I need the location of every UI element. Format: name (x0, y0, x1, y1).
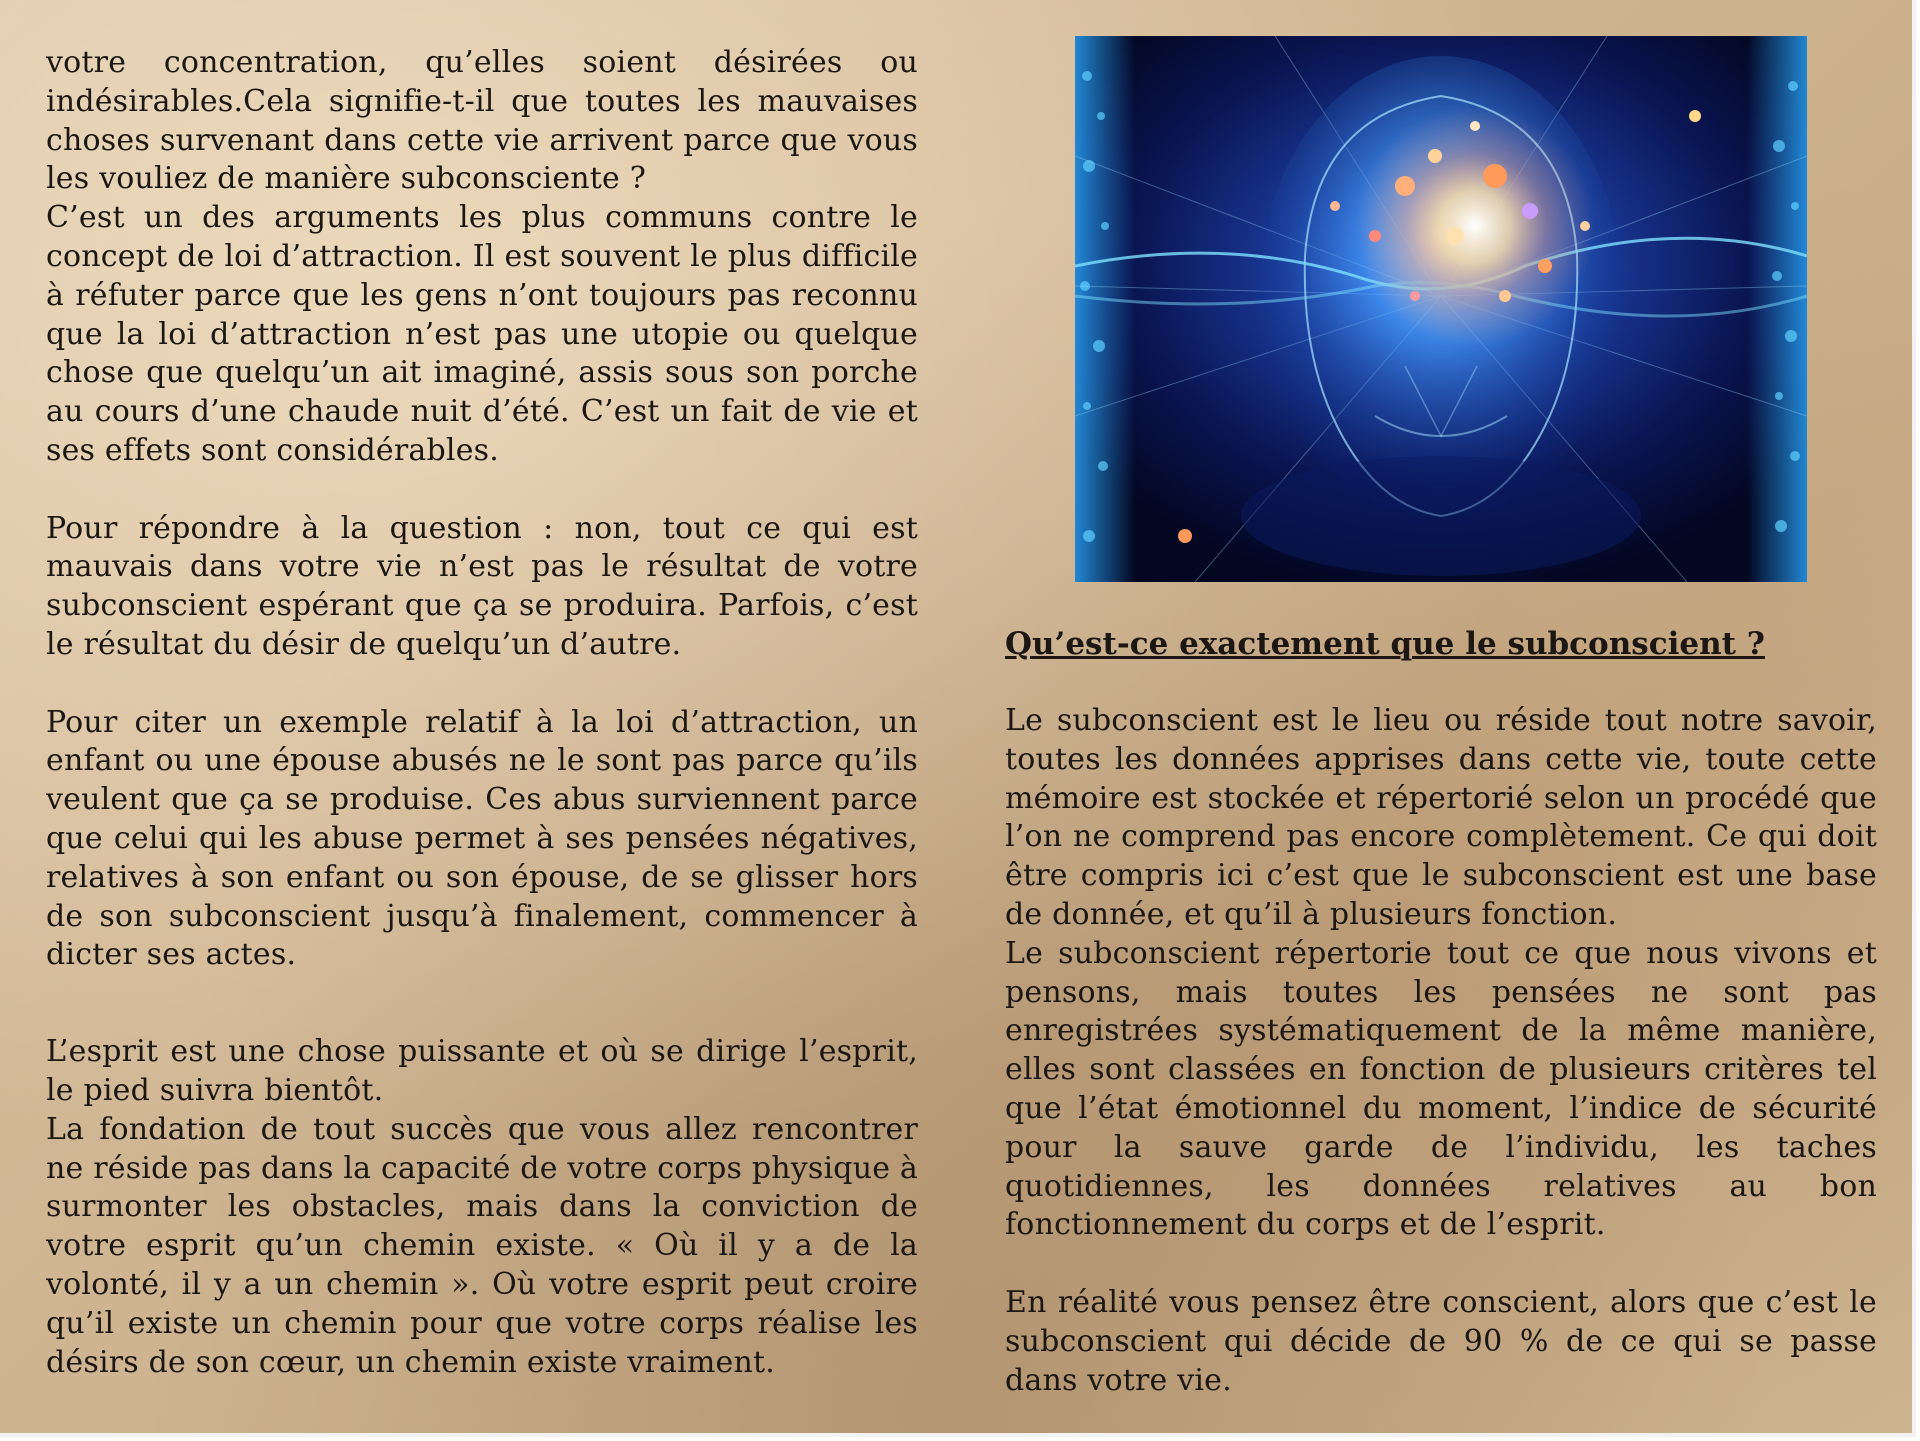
paragraph-answer: Pour répondre à la question : non, tout ce qui est mauvais dans votre vie n’est pas le résultat de votre subconscient espérant que ça se produira. Parfois, c’est le résultat du désir de quelqu’un d’autre. (46, 510, 918, 662)
right-column (1005, 702, 1877, 1400)
paragraph-success: La fondation de tout succès que vous allez rencontrer ne réside pas dans la capacité de votre corps physique à surmonter les obstacles, mais dans la conviction de votre esprit qu’un chemin existe. « Où il y a de la volonté, il y a un chemin ». Où votre esprit peut croire qu’il existe un chemin pour que votre corps réalise les désirs de son cœur, un chemin existe vraiment. (46, 1111, 918, 1380)
paragraph-subconscient-repertoire: Le subconscient répertorie tout ce que nous vivons et pensons, mais toutes les pensées ne sont pas enregistrées systématiquement de la même manière, elles sont classées en fonction de plusieurs critères tel que l’état émotionnel du moment, l’indice de sécurité pour la sauve garde de l’individu, les taches quotidiennes, les données relatives au bon fonctionnement du corps et de l’esprit. (1005, 935, 1877, 1243)
section-heading: Qu’est-ce exactement que le subconscient ? (1005, 626, 1765, 662)
paragraph-concentration: votre concentration, qu’elles soient désirées ou indésirables.Cela signifie-t-il que toutes les mauvaises choses survenant dans cette vie arrivent parce que vous les vouliez de manière subconsciente ? (46, 45, 918, 197)
paragraph-subconscient-reality: En réalité vous pensez être conscient, alors que c’est le subconscient qui décide de 90 % de ce qui se passe dans votre vie. (1005, 1284, 1877, 1398)
paragraph-mind: L’esprit est une chose puissante et où se dirige l’esprit, le pied suivra bientôt. (46, 1034, 918, 1108)
paragraph-subconscient-definition: Le subconscient est le lieu ou réside tout notre savoir, toutes les données apprises dans cette vie, toute cette mémoire est stockée et répertorié selon un procédé que l’on ne comprend pas encore complètement. Ce qui doit être compris ici c’est que le subconscient est une base de donnée, et qu’il à plusieurs fonction. (1005, 703, 1877, 932)
paragraph-argument: C’est un des arguments les plus communs contre le concept de loi d’attraction. Il est souvent le plus difficile à réfuter parce que les gens n’ont toujours pas reconnu que la loi d’attraction n’est pas une utopie ou quelque chose que quelqu’un ait imaginé, assis sous son porche au cours d’une chaude nuit d’été. C’est un fait de vie et ses effets sont considérables. (46, 200, 918, 468)
paragraph-example: Pour citer un exemple relatif à la loi d’attraction, un enfant ou une épouse abusés ne le sont pas parce qu’ils veulent que ça se produise. Ces abus surviennent parce que celui qui les abuse permet à ses pensées négatives, relatives à son enfant ou son épouse, de se glisser hors de son subconscient jusqu’à finalement, commencer à dicter ses actes. (46, 704, 918, 973)
left-column (46, 44, 918, 1382)
glowing-brain-illustration-icon (1075, 36, 1807, 582)
